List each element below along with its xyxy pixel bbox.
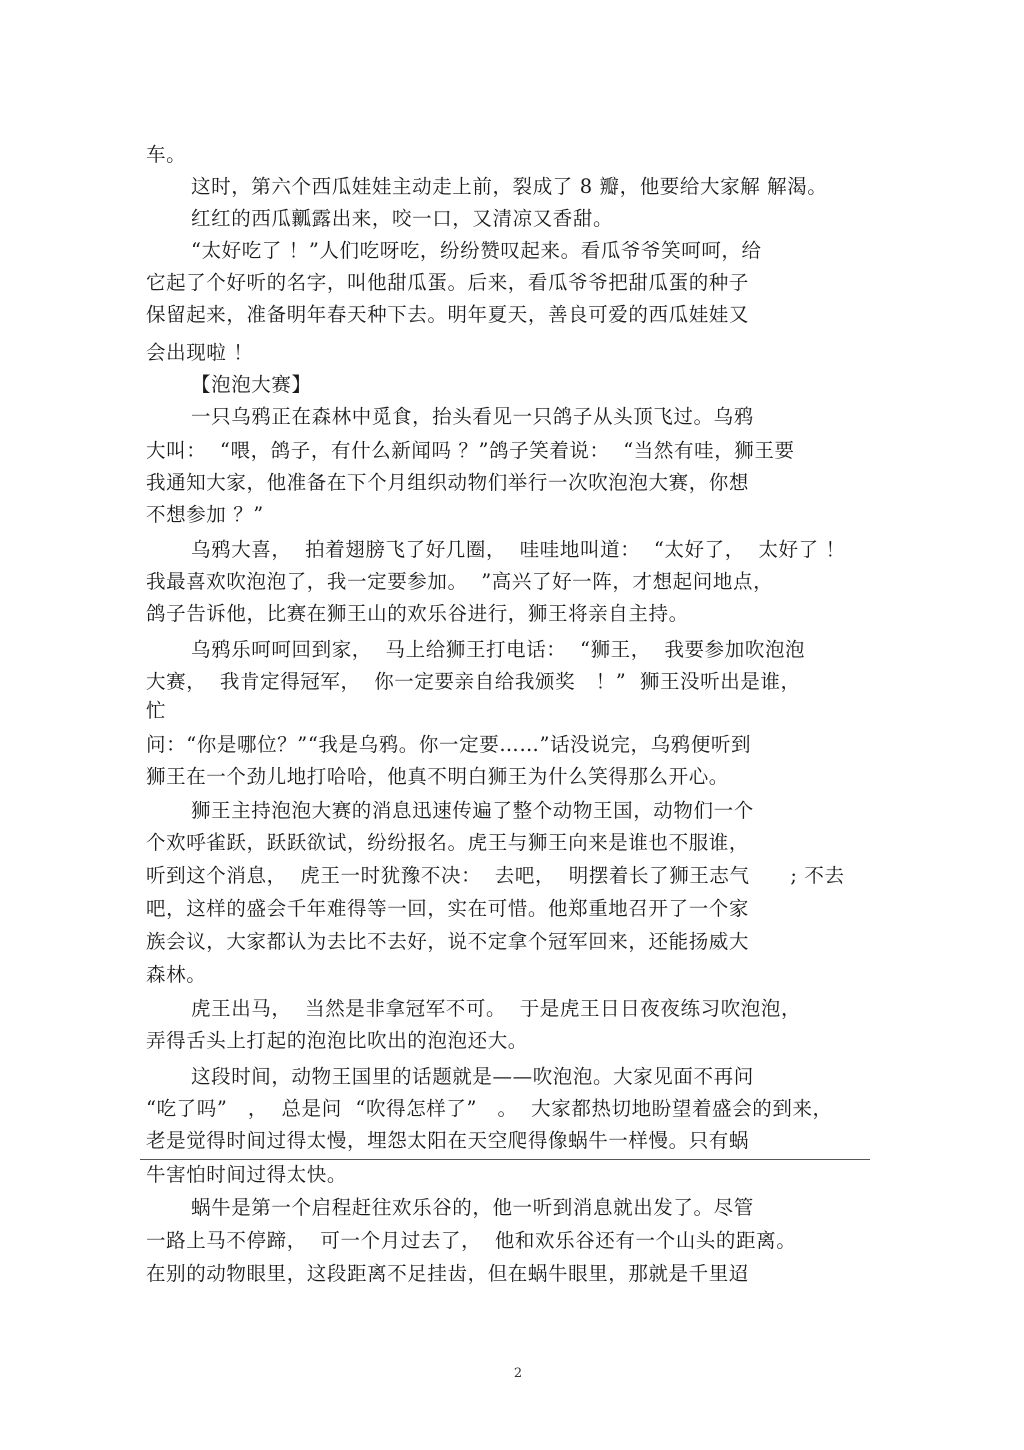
text-line: 虎王出马， 当然是非拿冠军不可。 于是虎王日日夜夜练习吹泡泡，	[191, 997, 802, 1020]
text-line: 弄得舌头上打起的泡泡比吹出的泡泡还大。	[146, 1029, 528, 1052]
text-line: 忙	[146, 699, 167, 722]
text-line: 它起了个好听的名字，叫他甜瓜蛋。后来，看瓜爷爷把甜瓜蛋的种子	[146, 271, 750, 294]
horizontal-rule	[140, 1159, 870, 1160]
text-line: 蜗牛是第一个启程赶往欢乐谷的，他一听到消息就出发了。尽管	[191, 1196, 754, 1219]
text-line: 老是觉得时间过得太慢，埋怨太阳在天空爬得像蜗牛一样慢。只有蜗	[146, 1129, 750, 1152]
text-line: 我通知大家，他准备在下个月组织动物们举行一次吹泡泡大赛，你想	[146, 471, 750, 494]
text-line: 森林。	[146, 963, 207, 986]
text-line: 大叫： “喂，鸽子，有什么新闻吗 ？”鸽子笑着说： “当然有哇，狮王要	[146, 439, 795, 462]
text-line: 鸽子告诉他，比赛在狮王山的欢乐谷进行，狮王将亲自主持。	[146, 602, 689, 625]
page-number: 2	[513, 1366, 523, 1381]
text-line: “吃了吗” ， 总是问 “吹得怎样了” 。 大家都热切地盼望着盛会的到来，	[146, 1097, 833, 1120]
text-line: 不想参加 ？”	[146, 503, 264, 526]
text-line: 问：“你是哪位？”“我是乌鸦。你一定要……”话没说完，乌鸦便听到	[146, 733, 752, 756]
text-line: 乌鸦大喜， 拍着翅膀飞了好几圈， 哇哇地叫道： “太好了， 太好了 ！	[191, 538, 846, 561]
text-line: 个欢呼雀跃，跃跃欲试，纷纷报名。虎王与狮王向来是谁也不服谁，	[146, 831, 750, 854]
text-line: 红红的西瓜瓤露出来，咬一口，又清凉又香甜。	[191, 207, 614, 230]
text-line: 乌鸦乐呵呵回到家， 马上给狮王打电话： “狮王， 我要参加吹泡泡	[191, 638, 806, 661]
text-line: 狮王主持泡泡大赛的消息迅速传遍了整个动物王国，动物们一个	[191, 799, 754, 822]
text-line: 保留起来，准备明年春天种下去。明年夏天，善良可爱的西瓜娃娃又	[146, 303, 750, 326]
section-heading: 【泡泡大赛】	[191, 373, 312, 396]
text-line: 这时，第六个西瓜娃娃主动走上前，裂成了 8 瓣，他要给大家解 解渴。	[191, 175, 828, 198]
text-line: 一路上马不停蹄， 可一个月过去了， 他和欢乐谷还有一个山头的距离。	[146, 1229, 797, 1252]
text-line: 在别的动物眼里，这段距离不足挂齿，但在蜗牛眼里，那就是千里迢	[146, 1262, 750, 1285]
text-line: 牛害怕时间过得太快。	[146, 1163, 348, 1186]
text-line: “太好吃了 ！”人们吃呀吃，纷纷赞叹起来。看瓜爷爷笑呵呵，给	[191, 239, 762, 262]
text-line: 会出现啦 ！	[146, 341, 254, 364]
text-line: 这段时间，动物王国里的话题就是——吹泡泡。大家见面不再问	[191, 1065, 754, 1088]
text-line: 听到这个消息， 虎王一时犹豫不决： 去吧， 明摆着长了狮王志气 ; 不去	[146, 864, 845, 887]
text-line: 我最喜欢吹泡泡了，我一定要参加。 ”高兴了好一阵，才想起问地点，	[146, 570, 774, 593]
text-line: 大赛， 我肯定得冠军， 你一定要亲自给我颁奖 ！” 狮王没听出是谁，	[146, 670, 801, 693]
text-line: 一只乌鸦正在森林中觅食，抬头看见一只鸽子从头顶飞过。乌鸦	[191, 405, 754, 428]
text-line: 吧，这样的盛会千年难得等一回，实在可惜。他郑重地召开了一个家	[146, 897, 750, 920]
text-line: 狮王在一个劲儿地打哈哈，他真不明白狮王为什么笑得那么开心。	[146, 765, 729, 788]
text-line: 族会议，大家都认为去比不去好，说不定拿个冠军回来，还能扬威大	[146, 930, 750, 953]
text-line: 车。	[146, 143, 187, 166]
